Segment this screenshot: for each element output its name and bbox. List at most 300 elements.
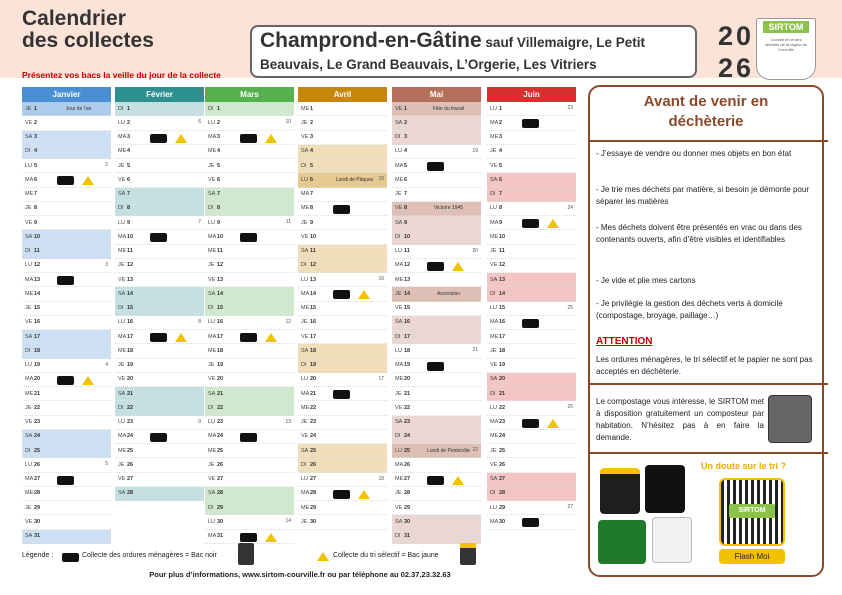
weekday-label: SA — [118, 290, 126, 297]
day-cell — [298, 273, 387, 287]
weekday-label: ME — [118, 248, 127, 255]
week-number: 9 — [198, 418, 201, 425]
day-number: 16 — [310, 319, 317, 326]
logo-text: SIRTOM — [763, 21, 809, 33]
weekday-label: DI — [490, 290, 496, 297]
day-cell — [392, 316, 481, 330]
day-cell — [115, 259, 204, 273]
day-cell — [205, 188, 294, 202]
weekday-label: LU — [118, 119, 126, 126]
day-cell — [205, 401, 294, 415]
day-number: 26 — [404, 461, 411, 468]
household-waste-collection-marker — [240, 433, 257, 442]
day-number: 31 — [34, 533, 41, 540]
week-number: 24 — [567, 204, 573, 211]
day-number: 9 — [499, 219, 503, 226]
day-number: 31 — [404, 533, 411, 540]
day-cell — [298, 202, 387, 216]
weekday-label: DI — [490, 191, 496, 198]
weekday-label: ME — [395, 476, 404, 483]
day-cell — [298, 401, 387, 415]
day-number: 1 — [499, 105, 503, 112]
day-number: 20 — [310, 376, 317, 383]
weekday-label: MA — [208, 333, 217, 340]
day-cell — [487, 245, 576, 259]
day-cell — [392, 102, 481, 116]
day-number: 2 — [217, 119, 221, 126]
weekday-label: VE — [118, 476, 126, 483]
weekday-label: MA — [490, 518, 499, 525]
day-number: 5 — [127, 162, 131, 169]
weekday-label: MA — [395, 162, 404, 169]
footer: Pour plus d’informations, www.sirtom-courville.fr ou par téléphone au 02.37.23.32.63 — [149, 570, 451, 579]
weekday-label: JE — [208, 362, 215, 369]
day-cell — [298, 145, 387, 159]
year-line-1: 20 — [718, 21, 755, 51]
day-number: 6 — [310, 176, 314, 183]
weekday-label: SA — [490, 476, 498, 483]
day-number: 22 — [217, 404, 224, 411]
day-cell — [22, 287, 111, 301]
household-waste-collection-marker — [333, 490, 350, 499]
week-number: 6 — [198, 119, 201, 126]
day-cell — [392, 131, 481, 145]
week-number: 17 — [378, 375, 384, 382]
day-cell — [22, 359, 111, 373]
household-waste-collection-marker — [240, 233, 257, 242]
day-cell — [392, 330, 481, 344]
weekday-label: SA — [395, 518, 403, 525]
weekday-label: JE — [301, 219, 308, 226]
day-number: 15 — [499, 305, 506, 312]
weekday-label: VE — [25, 518, 33, 525]
recycling-collection-marker — [265, 333, 277, 342]
day-cell — [392, 230, 481, 244]
weekday-label: JE — [301, 119, 308, 126]
household-waste-collection-marker — [522, 319, 539, 328]
weekday-label: DI — [208, 205, 214, 212]
day-cell — [22, 387, 111, 401]
qr-label: SIRTOM — [729, 504, 775, 518]
day-cell — [298, 302, 387, 316]
weekday-label: MA — [208, 233, 217, 240]
day-number: 18 — [310, 347, 317, 354]
day-number: 29 — [310, 504, 317, 511]
day-cell — [115, 216, 204, 230]
day-number: 22 — [404, 404, 411, 411]
weekday-label: SA — [301, 148, 309, 155]
day-cell — [392, 515, 481, 529]
household-waste-collection-marker — [57, 476, 74, 485]
title-line-2: des collectes — [22, 29, 154, 52]
day-number: 26 — [34, 461, 41, 468]
day-number: 19 — [404, 362, 411, 369]
day-number: 14 — [499, 290, 506, 297]
day-number: 1 — [34, 105, 38, 112]
weekday-label: JE — [208, 262, 215, 269]
week-number: 10 — [285, 119, 291, 126]
day-cell — [487, 216, 576, 230]
weekday-label: JE — [490, 347, 497, 354]
day-number: 5 — [310, 162, 314, 169]
household-waste-collection-marker — [522, 518, 539, 527]
town-exceptions: sauf Villemaigre, Le Petit Beauvais, Le Grand Beauvais, L’Orgerie, Les Vitriers — [260, 35, 645, 72]
weekday-label: LU — [395, 447, 403, 454]
day-number: 12 — [310, 262, 317, 269]
day-number: 17 — [34, 333, 41, 340]
weekday-label: DI — [25, 248, 31, 255]
day-number: 8 — [404, 205, 408, 212]
weekday-label: ME — [118, 447, 127, 454]
day-cell — [115, 273, 204, 287]
info-bullet-1: - J’essaye de vendre ou donner mes objets en bon état — [596, 149, 792, 158]
day-number: 12 — [499, 262, 506, 269]
day-number: 14 — [127, 290, 134, 297]
day-cell — [487, 131, 576, 145]
day-number: 27 — [217, 476, 224, 483]
day-number: 28 — [310, 490, 317, 497]
day-cell — [487, 501, 576, 515]
weekday-label: VE — [301, 134, 309, 141]
day-cell — [205, 501, 294, 515]
day-cell — [487, 230, 576, 244]
day-cell — [392, 173, 481, 187]
day-number: 15 — [34, 305, 41, 312]
day-cell — [298, 159, 387, 173]
weekday-label: LU — [118, 319, 126, 326]
day-number: 14 — [310, 290, 317, 297]
household-waste-collection-marker — [240, 134, 257, 143]
day-number: 27 — [310, 476, 317, 483]
day-number: 4 — [310, 148, 314, 155]
weekday-label: LU — [490, 404, 498, 411]
day-cell — [22, 373, 111, 387]
household-waste-collection-marker — [150, 433, 167, 442]
day-number: 6 — [34, 176, 38, 183]
day-cell — [22, 188, 111, 202]
weekday-label: LU — [208, 119, 216, 126]
day-cell — [487, 273, 576, 287]
day-number: 11 — [127, 248, 133, 255]
day-cell — [22, 330, 111, 344]
weekday-label: ME — [25, 290, 34, 297]
weekday-label: SA — [395, 219, 403, 226]
day-cell — [487, 202, 576, 216]
day-cell — [392, 458, 481, 472]
weekday-label: SA — [25, 533, 33, 540]
weekday-label: SA — [25, 134, 33, 141]
weekday-label: ME — [208, 248, 217, 255]
day-cell — [115, 473, 204, 487]
day-number: 22 — [310, 404, 317, 411]
weekday-label: ME — [301, 205, 310, 212]
weekday-label: LU — [301, 276, 309, 283]
day-cell — [487, 330, 576, 344]
month-header: Avril — [298, 87, 387, 102]
day-number: 3 — [499, 134, 503, 141]
week-number: 4 — [105, 361, 108, 368]
day-cell — [22, 216, 111, 230]
day-number: 11 — [499, 248, 505, 255]
weekday-label: MA — [301, 490, 310, 497]
day-number: 9 — [127, 219, 131, 226]
month-février — [115, 87, 204, 501]
day-number: 3 — [217, 134, 221, 141]
day-cell — [22, 273, 111, 287]
holiday-label: Jour de l’an — [65, 105, 92, 112]
weekday-label: DI — [301, 262, 307, 269]
household-waste-collection-marker — [427, 162, 444, 171]
page-title — [22, 8, 154, 52]
week-number: 22 — [472, 447, 478, 453]
day-cell — [115, 302, 204, 316]
weekday-label: SA — [208, 290, 216, 297]
day-number: 21 — [404, 390, 411, 397]
week-number: 3 — [105, 261, 108, 268]
day-cell — [22, 245, 111, 259]
weekday-label: LU — [208, 419, 216, 426]
day-number: 30 — [310, 518, 317, 525]
day-cell — [392, 473, 481, 487]
day-number: 5 — [499, 162, 503, 169]
day-cell — [205, 173, 294, 187]
attention-heading: ATTENTION — [596, 336, 653, 347]
day-cell — [487, 401, 576, 415]
recycling-collection-marker — [452, 476, 464, 485]
household-waste-collection-marker — [57, 276, 74, 285]
week-number: 18 — [378, 475, 384, 482]
weekday-label: JE — [395, 290, 402, 297]
day-cell — [205, 230, 294, 244]
day-number: 21 — [310, 390, 317, 397]
weekday-label: MA — [118, 433, 127, 440]
day-cell — [22, 458, 111, 472]
weekday-label: MA — [395, 461, 404, 468]
day-number: 15 — [310, 305, 317, 312]
day-cell — [298, 131, 387, 145]
day-cell — [487, 515, 576, 529]
weekday-label: VE — [395, 105, 403, 112]
month-header: Février — [115, 87, 204, 102]
household-waste-collection-marker — [240, 333, 257, 342]
weekday-label: LU — [25, 362, 33, 369]
day-cell — [115, 173, 204, 187]
weekday-label: SA — [25, 333, 33, 340]
day-number: 5 — [404, 162, 408, 169]
day-cell — [205, 373, 294, 387]
day-number: 4 — [499, 148, 503, 155]
day-cell — [115, 387, 204, 401]
day-cell — [298, 416, 387, 430]
day-number: 2 — [404, 119, 408, 126]
day-number: 4 — [217, 148, 221, 155]
day-cell — [487, 145, 576, 159]
day-cell — [205, 287, 294, 301]
day-number: 21 — [34, 390, 41, 397]
day-number: 29 — [404, 504, 411, 511]
weekday-label: MA — [208, 533, 217, 540]
day-number: 10 — [404, 233, 411, 240]
day-number: 21 — [127, 390, 134, 397]
flash-moi-button[interactable]: Flash Moi — [719, 549, 785, 564]
day-number: 16 — [217, 319, 224, 326]
weekday-label: SA — [25, 433, 33, 440]
day-number: 7 — [34, 191, 38, 198]
paper-bin-image — [652, 517, 692, 563]
holiday-label: Lundi de Pentecôte — [426, 447, 471, 454]
weekday-label: LU — [208, 319, 216, 326]
household-waste-collection-marker — [427, 476, 444, 485]
weekday-label: ME — [208, 148, 217, 155]
weekday-label: JE — [25, 504, 32, 511]
day-cell — [487, 316, 576, 330]
day-cell — [115, 401, 204, 415]
weekday-label: JE — [118, 362, 125, 369]
recycling-collection-marker — [265, 533, 277, 542]
day-number: 20 — [404, 376, 411, 383]
day-number: 4 — [404, 148, 408, 155]
day-cell — [22, 230, 111, 244]
day-cell — [115, 330, 204, 344]
day-cell — [22, 131, 111, 145]
day-number: 18 — [34, 347, 41, 354]
day-number: 2 — [34, 119, 38, 126]
day-cell — [487, 102, 576, 116]
weekday-label: DI — [118, 305, 124, 312]
day-cell — [392, 188, 481, 202]
day-cell — [205, 131, 294, 145]
day-number: 1 — [217, 105, 221, 112]
day-number: 25 — [404, 447, 411, 454]
weekday-label: VE — [301, 233, 309, 240]
weekday-label: DI — [301, 461, 307, 468]
day-number: 19 — [127, 362, 134, 369]
day-number: 6 — [499, 176, 503, 183]
day-number: 6 — [404, 176, 408, 183]
day-cell — [205, 458, 294, 472]
day-cell — [205, 359, 294, 373]
weekday-label: DI — [395, 134, 401, 141]
day-number: 7 — [310, 191, 314, 198]
day-number: 24 — [127, 433, 134, 440]
day-cell — [298, 259, 387, 273]
day-number: 1 — [127, 105, 131, 112]
title-line-1: Calendrier — [22, 7, 126, 30]
day-cell — [22, 501, 111, 515]
day-cell — [392, 287, 481, 301]
week-number: 5 — [105, 461, 108, 468]
weekday-label: VE — [118, 176, 126, 183]
weekday-label: LU — [25, 461, 33, 468]
weekday-label: DI — [118, 105, 124, 112]
day-number: 25 — [217, 447, 224, 454]
day-number: 8 — [217, 205, 221, 212]
day-number: 4 — [127, 148, 131, 155]
day-number: 21 — [499, 390, 506, 397]
holiday-label: Lundi de Pâques — [335, 176, 374, 183]
day-cell — [298, 359, 387, 373]
day-number: 28 — [127, 490, 134, 497]
day-cell — [22, 316, 111, 330]
day-cell — [298, 102, 387, 116]
day-number: 7 — [404, 191, 408, 198]
day-cell — [392, 444, 481, 458]
weekday-label: LU — [395, 148, 403, 155]
weekday-label: LU — [301, 176, 309, 183]
day-number: 8 — [499, 205, 503, 212]
holiday-label: Fête du travail — [432, 105, 465, 112]
weekday-label: JE — [118, 262, 125, 269]
day-cell — [22, 430, 111, 444]
weekday-label: LU — [490, 504, 498, 511]
legend-yellow-triangle — [317, 552, 329, 561]
day-cell — [392, 202, 481, 216]
weekday-label: SA — [395, 319, 403, 326]
weekday-label: MA — [301, 191, 310, 198]
recycling-collection-marker — [175, 134, 187, 143]
household-waste-collection-marker — [333, 290, 350, 299]
household-waste-collection-marker — [150, 333, 167, 342]
day-number: 3 — [34, 134, 38, 141]
day-cell — [22, 515, 111, 529]
weekday-label: SA — [118, 390, 126, 397]
day-number: 8 — [310, 205, 314, 212]
weekday-label: DI — [118, 205, 124, 212]
town-box — [250, 25, 697, 78]
recycling-collection-marker — [452, 262, 464, 271]
day-number: 20 — [217, 376, 224, 383]
weekday-label: ME — [490, 433, 499, 440]
weekday-label: SA — [301, 447, 309, 454]
day-number: 1 — [310, 105, 314, 112]
weekday-label: JE — [490, 447, 497, 454]
weekday-label: ME — [490, 134, 499, 141]
day-number: 14 — [217, 290, 224, 297]
weekday-label: VE — [25, 419, 33, 426]
day-number: 12 — [217, 262, 224, 269]
info-divider-3 — [588, 452, 828, 454]
day-cell — [298, 430, 387, 444]
day-cell — [22, 416, 111, 430]
day-number: 23 — [127, 419, 134, 426]
black-bin-icon — [238, 543, 254, 565]
day-number: 16 — [404, 319, 411, 326]
weekday-label: DI — [395, 333, 401, 340]
legend-black-square — [62, 553, 79, 562]
weekday-label: JE — [25, 105, 32, 112]
day-cell — [205, 259, 294, 273]
weekday-label: VE — [118, 276, 126, 283]
recycling-collection-marker — [82, 176, 94, 185]
day-cell — [392, 387, 481, 401]
weekday-label: MA — [490, 319, 499, 326]
weekday-label: JE — [301, 518, 308, 525]
weekday-label: LU — [208, 518, 216, 525]
green-glass-bin-image — [598, 520, 646, 564]
day-number: 9 — [310, 219, 314, 226]
weekday-label: MA — [301, 290, 310, 297]
weekday-label: VE — [25, 119, 33, 126]
day-number: 22 — [34, 404, 41, 411]
day-cell — [115, 444, 204, 458]
weekday-label: LU — [301, 476, 309, 483]
day-number: 23 — [34, 419, 41, 426]
day-number: 10 — [34, 233, 41, 240]
recycling-collection-marker — [547, 419, 559, 428]
day-cell — [392, 487, 481, 501]
day-cell — [298, 515, 387, 529]
yellow-lid-bin-image — [600, 468, 640, 514]
